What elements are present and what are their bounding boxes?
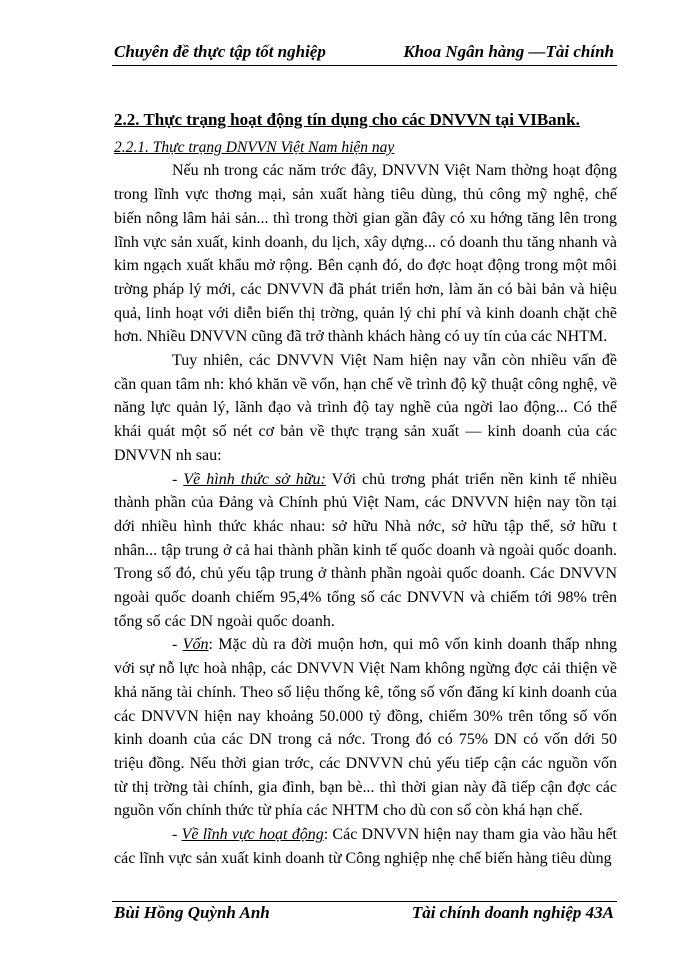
capital-label: Vốn	[182, 636, 209, 654]
footer-right: Tài chính doanh nghiệp 43A	[411, 903, 614, 922]
paragraph-ownership	[114, 468, 617, 634]
capital-text: : Mặc dù ra đời muộn hơn, qui mô vốn kinh doanh thấp nhng với sự nỗ lực hoà nhập, các DNVVN Việt Nam không ngừng đợc cải thiện về khả năng tài chính. Theo số liệu thống kê, tổng số vốn đăng kí kinh doanh của các DNVVN hiện nay khoảng 50.000 tỷ đồng, chiếm 30% trên tổng số vốn kinh doanh của các DN trong cả nớc. Trong đó có 75% DN có vốn dới 50 triệu đồng. Nếu thời gian trớc, các DNVVN chủ yếu tiếp cận các nguồn vốn từ thị trờng tài chính, gia đình, bạn bè... thì thời gian này đã tiếp cận đợc các nguồn vốn chính thức từ phía các NHTM cho dù con số còn khá hạn chế.	[114, 636, 617, 820]
paragraph-1	[114, 159, 617, 349]
field-label: Về lĩnh vực hoạt động	[181, 826, 324, 844]
section-heading: 2.2. Thực trạng hoạt động tín dụng cho các DNVVN tại VIBank.	[114, 110, 580, 129]
paragraph-field	[114, 823, 617, 870]
page-header	[114, 42, 614, 62]
header-left: Chuyên đề thực tập tốt nghiệp	[114, 42, 326, 61]
paragraph-capital	[114, 633, 617, 823]
bullet-dash: -	[172, 470, 184, 488]
header-rule	[112, 65, 617, 66]
paragraph-1-text: Nếu nh trong các năm trớc đây, DNVVN Việt Nam thờng hoạt động trong lĩnh vực thơng mại, sản xuất hàng tiêu dùng, thủ công mỹ nghệ, chế biến nông lâm hải sản... thì trong thời gian gần đây có xu hớng tăng lên trong lĩnh vực sản xuất, kinh doanh, du lịch, xây dựng... có doanh thu tăng nhanh và kim ngạch xuất khẩu mở rộng. Bên cạnh đó, do đợc hoạt động trong một môi trờng pháp lý mới, các DNVVN đã phát triển hơn, làm ăn có bài bản và hiệu quả, linh hoạt với diễn biến thị trờng, quản lý chi phí và kinh doanh chặt chẽ hơn. Nhiều DNVVN cũng đã trở thành khách hàng có uy tín của các NHTM.	[114, 162, 617, 346]
document-body	[114, 108, 617, 871]
paragraph-2	[114, 349, 617, 468]
ownership-text: Với chủ trơng phát triển nền kinh tế nhiều thành phần của Đảng và Chính phủ Việt Nam, các DNVVN hiện nay tồn tại dới nhiều hình thức khác nhau: sở hữu Nhà nớc, sở hữu tập thể, sở hữu t nhân... tập trung ở cả hai thành phần kinh tế quốc doanh và ngoài quốc doanh. Trong số đó, chủ yếu tập trung ở thành phần ngoài quốc doanh. Các DNVVN ngoài quốc doanh chiếm 95,4% tổng số các DNVVN và chiếm tới 98% trên tổng số các DN ngoài quốc doanh.	[114, 470, 618, 630]
field-text: : Các DNVVN hiện nay tham gia vào hầu hết các lĩnh vực sản xuất kinh doanh từ Công nghiệp nhẹ chế biến hàng tiêu dùng	[114, 826, 617, 867]
header-right: Khoa Ngân hàng —Tài chính	[403, 42, 614, 61]
footer-rule	[112, 901, 617, 902]
page-footer	[114, 903, 614, 923]
footer-left: Bùi Hồng Quỳnh Anh	[114, 903, 270, 922]
paragraph-2-text: Tuy nhiên, các DNVVN Việt Nam hiện nay vẫn còn nhiều vấn đề cần quan tâm nh: khó khăn về vốn, hạn chế về trình độ kỹ thuật công nghệ, về năng lực quản lý, lãnh đạo và trình độ tay nghề của ngời lao động... Có thể khái quát một số nét cơ bản về thực trạng sản xuất — kinh doanh của các DNVVN nh sau:	[114, 352, 617, 464]
subsection-heading: 2.2.1. Thực trạng DNVVN Việt Nam hiện nay	[114, 138, 395, 156]
ownership-label: Về hình thức sở hữu:	[183, 470, 326, 488]
bullet-dash: -	[172, 636, 183, 654]
bullet-dash: -	[172, 826, 182, 844]
